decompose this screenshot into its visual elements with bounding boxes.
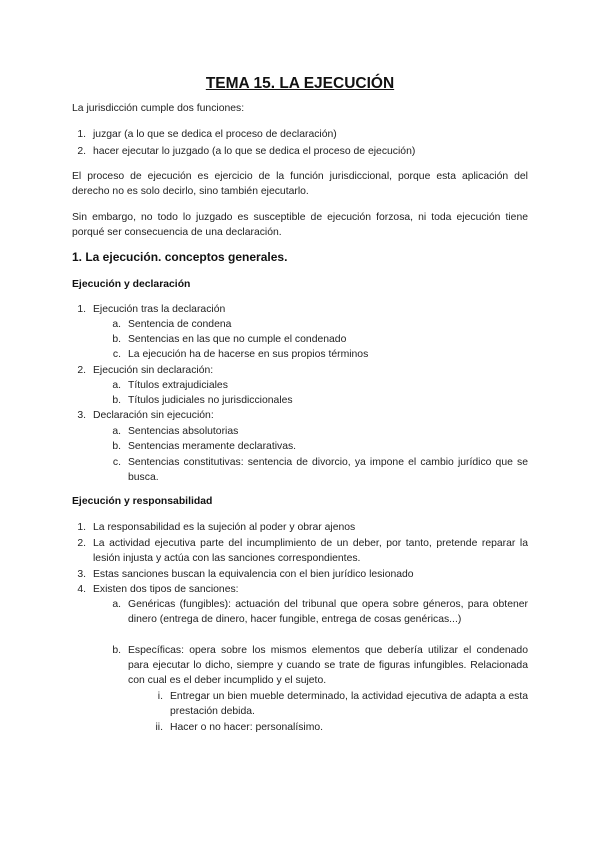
list-text: Entregar un bien mueble determinado, la actividad ejecutiva de adapta a esta prestación debida. bbox=[170, 691, 528, 717]
list-item bbox=[101, 439, 528, 454]
list-text: Ejecución sin declaración: bbox=[93, 365, 214, 376]
intro-paragraph: La jurisdicción cumple dos funciones: bbox=[72, 103, 245, 114]
list-item bbox=[101, 424, 528, 439]
list-text: Sentencias en las que no cumple el condenado bbox=[128, 334, 347, 345]
list-text: Sentencias meramente declarativas. bbox=[128, 441, 297, 452]
list-marker: 1. bbox=[77, 522, 86, 533]
list-marker: b. bbox=[112, 395, 121, 406]
list-marker: b. bbox=[112, 334, 121, 345]
list-text: Títulos extrajudiciales bbox=[128, 380, 228, 391]
list-item bbox=[101, 455, 528, 485]
list-item bbox=[66, 582, 528, 597]
list-item bbox=[66, 520, 528, 535]
subsection-heading: Ejecución y declaración bbox=[72, 279, 191, 290]
list-text: juzgar (a lo que se dedica el proceso de declaración) bbox=[93, 129, 337, 140]
list-item bbox=[101, 347, 528, 362]
page-title: TEMA 15. LA EJECUCIÓN bbox=[205, 75, 395, 92]
list-text: Estas sanciones buscan la equivalencia con el bien jurídico lesionado bbox=[93, 569, 414, 580]
list-marker: 4. bbox=[77, 584, 86, 595]
list-marker: c. bbox=[112, 457, 121, 468]
list-marker: 3. bbox=[77, 569, 86, 580]
list-text: La ejecución ha de hacerse en sus propios términos bbox=[128, 349, 369, 360]
list-item bbox=[66, 567, 528, 582]
list-item bbox=[101, 643, 528, 688]
list-item bbox=[66, 127, 528, 142]
paragraph: El proceso de ejecución es ejercicio de la función jurisdiccional, porque esta aplicación del derecho no es solo decirlo, sino también ejecutarlo. bbox=[72, 171, 528, 197]
paragraph: Sin embargo, no todo lo juzgado es susceptible de ejecución forzosa, ni toda ejecución tiene porqué ser consecuencia de una declaración. bbox=[72, 212, 528, 238]
list-item bbox=[66, 536, 528, 566]
list-marker: a. bbox=[112, 426, 121, 437]
list-item bbox=[66, 302, 528, 317]
list-text: Específicas: opera sobre los mismos elementos que debería utilizar el condenado para ejecutar lo dicho, siempre y cuando se trate de figuras infungibles. Relacionada con cual es el deber incumplido y el sujeto. bbox=[128, 645, 528, 686]
list-text: Existen dos tipos de sanciones: bbox=[93, 584, 239, 595]
list-marker: 2. bbox=[77, 538, 86, 549]
list-item bbox=[66, 144, 528, 159]
list-marker: 2. bbox=[77, 365, 86, 376]
list-item bbox=[101, 597, 528, 627]
list-marker: 1. bbox=[77, 129, 86, 140]
list-item bbox=[141, 720, 528, 735]
list-text: Genéricas (fungibles): actuación del tribunal que opera sobre géneros, para obtener dinero (entrega de dinero, hacer fungible, entrega de cosas genéricas...) bbox=[128, 599, 528, 625]
list-text: Ejecución tras la declaración bbox=[93, 304, 226, 315]
list-item bbox=[66, 363, 528, 378]
list-text: Sentencias constitutivas: sentencia de divorcio, ya impone el cambio jurídico que se busca. bbox=[128, 457, 528, 483]
list-marker: c. bbox=[112, 349, 121, 360]
list-text: La responsabilidad es la sujeción al poder y obrar ajenos bbox=[93, 522, 356, 533]
list-text: hacer ejecutar lo juzgado (a lo que se dedica el proceso de ejecución) bbox=[93, 146, 416, 157]
list-marker: ii. bbox=[155, 722, 163, 733]
list-text: Hacer o no hacer: personalísimo. bbox=[170, 722, 324, 733]
list-item bbox=[101, 317, 528, 332]
list-marker: i. bbox=[157, 691, 163, 702]
list-text: Sentencias absolutorias bbox=[128, 426, 239, 437]
subsection-heading: Ejecución y responsabilidad bbox=[72, 496, 213, 507]
list-marker: a. bbox=[112, 319, 121, 330]
list-marker: 2. bbox=[77, 146, 86, 157]
list-marker: 3. bbox=[77, 410, 86, 421]
list-text: Declaración sin ejecución: bbox=[93, 410, 214, 421]
list-text: Títulos judiciales no jurisdiccionales bbox=[128, 395, 293, 406]
list-marker: a. bbox=[112, 599, 121, 610]
list-item bbox=[101, 332, 528, 347]
list-marker: 1. bbox=[77, 304, 86, 315]
list-item bbox=[141, 689, 528, 719]
section-heading: 1. La ejecución. conceptos generales. bbox=[72, 250, 288, 264]
list-marker: a. bbox=[112, 380, 121, 391]
list-marker: b. bbox=[112, 441, 121, 452]
list-text: Sentencia de condena bbox=[128, 319, 232, 330]
list-item bbox=[101, 393, 528, 408]
list-item bbox=[101, 378, 528, 393]
list-text: La actividad ejecutiva parte del incumplimiento de un deber, por tanto, pretende reparar la lesión injusta y actúa con las sanciones correspondientes. bbox=[93, 538, 528, 564]
list-item bbox=[66, 408, 528, 423]
list-marker: b. bbox=[112, 645, 121, 656]
